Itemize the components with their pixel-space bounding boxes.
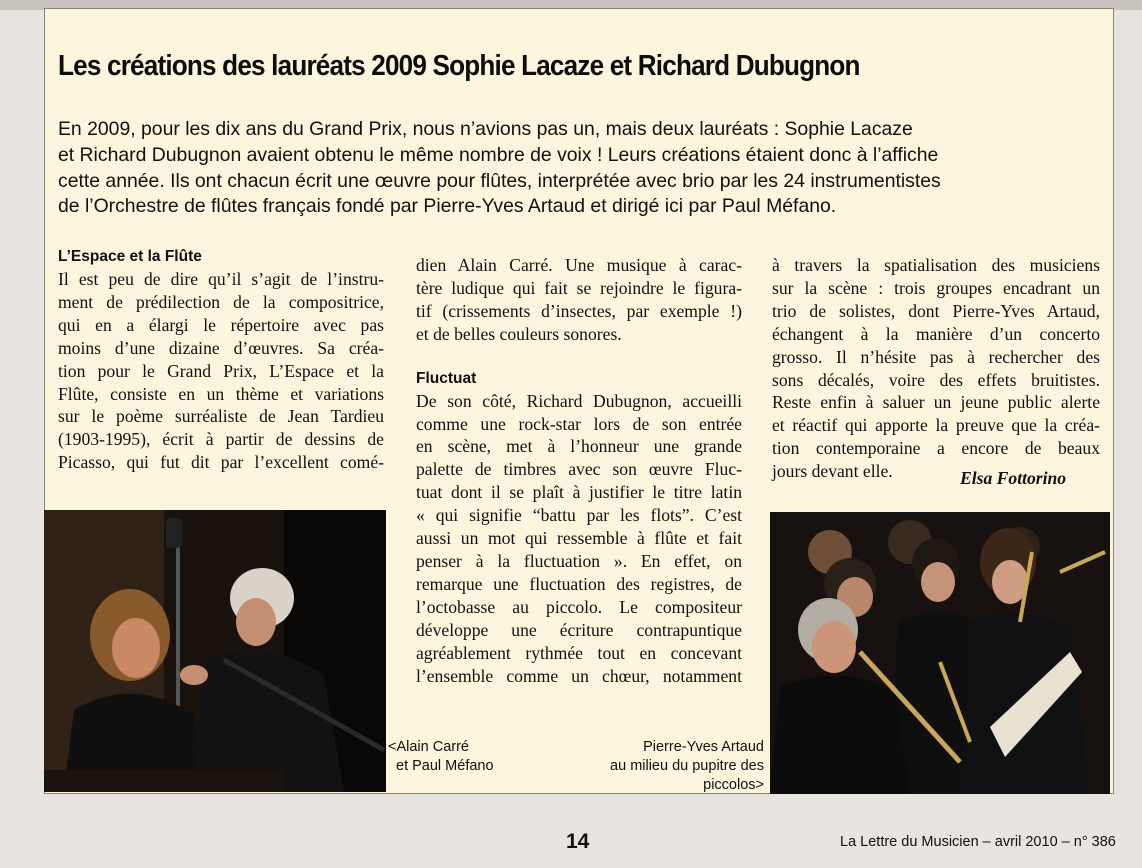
body-line: De son côté, Richard Dubugnon, accueilli — [416, 390, 742, 411]
body-line: Il est peu de dire qu’il s’agit de l’instru- — [58, 269, 384, 289]
body-line: sur la scène : trois groupes encadrant un — [772, 277, 1100, 298]
body-line: trio de solistes, dont Pierre-Yves Artaud, — [772, 300, 1100, 321]
body-line: comme une rock-star lors de son entrée — [416, 413, 742, 434]
photo-carre-mefano — [44, 510, 386, 792]
body-line: penser à la fluctuation ». En effet, on — [416, 550, 742, 571]
body-line: agréablement rythmée tout en concevant — [416, 642, 742, 663]
body-line: tuat dont il se plaît à justifier le titre latin — [416, 482, 742, 503]
caption-line: et Paul Méfano — [396, 758, 494, 774]
body-line: jours devant elle. — [772, 461, 893, 482]
body-line: palette de timbres avec son œuvre Fluc- — [416, 459, 742, 480]
section-heading-fluctuat: Fluctuat — [416, 369, 477, 387]
body-line: aussi un mot qui ressemble à flûte et fait — [416, 528, 742, 549]
body-line: et réactif qui apporte la preuve que la créa- — [772, 415, 1100, 436]
photo-carre-mefano-illustration — [44, 510, 386, 792]
body-line: dien Alain Carré. Une musique à carac- — [416, 255, 742, 275]
body-line: tère ludique qui fait se rejoindre le figura- — [416, 277, 742, 298]
body-line: « qui signifie “battu par les flots”. C’est — [416, 505, 742, 526]
body-line: Reste enfin à saluer un jeune public alerte — [772, 392, 1100, 413]
body-line: développe une écriture contrapuntique — [416, 619, 742, 640]
photo-caption-1 — [388, 738, 494, 776]
body-line: sons décalés, voire des effets bruitistes. — [772, 369, 1100, 390]
photo-artaud-piccolos — [770, 512, 1110, 794]
body-line: et de belles couleurs sonores. — [416, 323, 622, 344]
body-line: à travers la spatialisation des musiciens — [772, 255, 1100, 275]
body-line: grosso. Il n’hésite pas à rechercher des — [772, 346, 1100, 367]
body-line: l’octobasse au piccolo. Le compositeur — [416, 596, 742, 617]
page-number: 14 — [566, 830, 590, 853]
article-intro — [58, 117, 1108, 220]
article-title: Les créations des lauréats 2009 Sophie Lacaze et Richard Dubugnon — [58, 50, 860, 82]
body-line: l’ensemble comme un chœur, notamment — [416, 665, 742, 686]
body-line: tion contemporaine a encore de beaux — [772, 438, 1100, 459]
caption-line: <Alain Carré — [388, 739, 469, 755]
column-2 — [416, 254, 742, 687]
photo-caption-2 — [548, 738, 764, 795]
intro-line: cette année. Ils ont chacun écrit une œuvre pour flûtes, interprétée avec brio par les 24 instrumentistes — [58, 169, 941, 192]
column-3 — [772, 254, 1100, 483]
intro-line: de l’Orchestre de flûtes français fondé par Pierre-Yves Artaud et dirigé ici par Paul Méfano. — [58, 195, 837, 218]
body-line: moins d’une dizaine d’œuvres. Sa créa- — [58, 337, 384, 358]
intro-line: et Richard Dubugnon avaient obtenu le même nombre de voix ! Leurs créations étaient donc à l’affiche — [58, 143, 939, 166]
caption-line: Pierre-Yves Artaud — [643, 739, 764, 755]
section-heading-espace: L’Espace et la Flûte — [58, 248, 202, 265]
author-signature: Elsa Fottorino — [960, 468, 1067, 488]
body-line: remarque une fluctuation des registres, de — [416, 573, 742, 594]
body-line: tion pour le Grand Prix, L’Espace et la — [58, 360, 384, 381]
body-line: tif (crissements d’insectes, par exemple !) — [416, 300, 742, 321]
body-line: (1903-1995), écrit à partir de dessins de — [58, 429, 384, 450]
intro-line: En 2009, pour les dix ans du Grand Prix, nous n’avions pas un, mais deux lauréats : Sophie Lacaze — [58, 118, 913, 140]
body-line: sur le poème surréaliste de Jean Tardieu — [58, 406, 384, 427]
column-1 — [58, 246, 384, 474]
body-line: Flûte, consiste en un thème et variations — [58, 383, 384, 404]
body-line: échangent à la manière d’un concerto — [772, 323, 1100, 344]
caption-line: au milieu du pupitre des piccolos> — [610, 758, 764, 793]
body-line: Picasso, qui fut dit par l’excellent comé- — [58, 452, 384, 473]
body-line: en scène, met à l’honneur une grande — [416, 436, 742, 457]
body-line: qui en a élargi le répertoire avec pas — [58, 314, 384, 335]
photo-artaud-illustration — [770, 512, 1110, 794]
body-line: ment de prédilection de la compositrice, — [58, 291, 384, 312]
page-footer: La Lettre du Musicien – avril 2010 – n° 386 — [840, 834, 1116, 850]
